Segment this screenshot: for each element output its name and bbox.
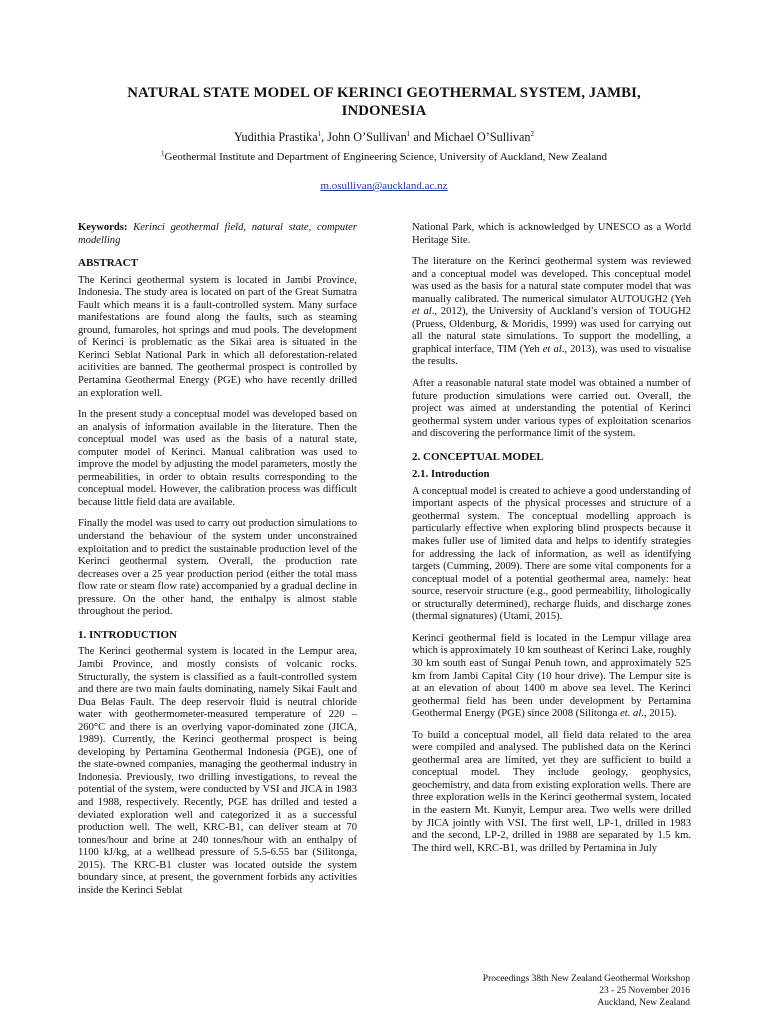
affiliation-marker: 1 [317, 129, 322, 138]
contact-email-link[interactable]: m.osullivan@auckland.ac.nz [320, 180, 448, 192]
affiliation-marker: 1 [406, 129, 411, 138]
page-footer [483, 973, 690, 1009]
author-name: John O’Sullivan [327, 130, 407, 144]
text-run: ., 2013), was used to visualise the results. [412, 343, 691, 368]
body-paragraph [412, 633, 691, 721]
footer-location: Auckland, New Zealand [597, 998, 690, 1008]
conceptual-model-heading: 2. CONCEPTUAL MODEL [412, 450, 544, 463]
text-run: Kerinci geothermal field is located in the Lempur village area which is approximately 10 km southeast of Kerinci Lake, roughly 30 km south east of Sungai Penuh town, and approximately 525 km from Jambi Capital City (10 hour drive). The Lempur site is at an elevation of about 1400 m above sea level. The Kerinci geothermal field has been under development by Pertamina Geothermal Energy (PGE) since 2008 (Silitonga [412, 632, 691, 720]
abstract-heading: ABSTRACT [78, 257, 138, 270]
keywords [78, 222, 357, 247]
et-al: et al [412, 306, 432, 318]
et-al: et. al [620, 708, 642, 720]
body-paragraph: After a reasonable natural state model was obtained a number of future production simulations were carried out. Overall, the project was aimed at understanding the potential of Kerinci geothermal system under various types of exploitation scenarios and discovering the performance limit of the system. [412, 378, 691, 440]
body-paragraph: To build a conceptual model, all field data related to the area were compiled and analysed. The published data on the Kerinci geothermal area are limited, yet they are sufficient to build a conceptual model. They include geology, geophysics, geochemistry, and data from existing exploration wells. There are three exploration wells in the Kerinci geothermal system, located in the eastern Mt. Kunyit, Lempur area. Two wells were drilled by JICA jointly with VSI. The first well, LP-1, drilled in 1983 and the second, LP-2, drilled in 1988 are separated by 1.5 km. The third well, KRC-B1, was drilled by Pertamina in July [412, 729, 691, 854]
text-run: The literature on the Kerinci geothermal system was reviewed and a conceptual model was developed. This conceptual model was used as the basis for a natural state computer model that was manually calibrated. The numerical simulator AUTOUGH2 (Yeh [412, 256, 691, 305]
author-name: Michael O’Sullivan [434, 130, 531, 144]
affiliation-marker: 2 [530, 129, 534, 138]
keywords-label: Keywords: [78, 222, 128, 233]
keywords-text: Kerinci geothermal field, natural state, computer modelling [78, 222, 357, 246]
paper-title: NATURAL STATE MODEL OF KERINCI GEOTHERMAL SYSTEM, JAMBI, INDONESIA [127, 85, 641, 119]
contact-email-line [0, 180, 768, 192]
introduction-heading: 1. INTRODUCTION [78, 628, 178, 641]
abstract-paragraph: The Kerinci geothermal system is located in Jambi Province, Indonesia. The study area is located on part of the Great Sumatra Fault which means it is a fault-controlled system. Many surface manifestations are found along the faults, such as steaming ground, fumaroles, hot springs and mud pools. The development of Kerinci is problematic as the Sikai area is situated in the Kerinci Seblat National Park in which all deforestation-related acitivities are banned. The geothermal prospect is controlled by Pertamina Geothermal Energy (PGE) who have recently drilled an exploration well. [78, 274, 357, 399]
abstract-paragraph: Finally the model was used to carry out production simulations to understand the behaviour of the system under unconstrained exploitation and to predict the sustainable production level of the Kerinci geothermal system. Overall, the production rate decreases over a 25 year production period (either the total mass flow rate or steam flow rate) accompanied by a gradual decline in pressure. On the other hand, the enthalpy is almost stable throughout the period. [78, 518, 357, 618]
introduction-paragraph: The Kerinci geothermal system is located in the Lempur area, Jambi Province, and mostly consists of volcanic rocks. Structurally, the system is classified as a fault-controlled system and there are two main faults dominating, namely Sikai Fault and Dua Belas Fault. The deep reservoir fluid is neutral chloride water with geothermometer-measured temperature of 220 – 260°C and there is an overlying vapor-dominated zone (JICA, 1989). Currently, the Kerinci geothermal prospect is being developing by Pertamina Geothermal Indonesia (PGE), one of the state-owned companies, managing the geothermal industry in Indonesia. Previously, two drilling investigations, to reveal the potential of the system, were conducted by VSI and JICA in 1983 and 1988, respectively. Recently, PGE has drilled and tested a deviated exploration well and categorized it as a successful production well. The well, KRC-B1, can deliver steam at 70 tonnes/hour and brine at 240 tonnes/hour with an enthalpy of 1100 kJ/kg, at a wellhead pressure of 5.5-6.55 bar (Silitonga, 2015). The KRC-B1 cluster was located outside the system boundary since, at present, the government forbids any activities inside the Kerinci Seblat [78, 646, 357, 896]
abstract-paragraph: In the present study a conceptual model was developed based on an analysis of information available in the literature. Then the conceptual model was used as the basis of a natural state, computer model of Kerinci. Manual calibration was used to improve the model by adjusting the model parameters, mostly the permeabilities, in order to obtain results corresponding to the conceptual model. However, the calibration process was difficult because little field data are available. [78, 409, 357, 508]
author-name: Yudithia Prastika [234, 130, 318, 144]
left-column [78, 222, 357, 906]
affiliation-marker: 1 [160, 149, 165, 158]
affiliation [0, 151, 768, 163]
introduction-subheading: 2.1. Introduction [412, 468, 490, 481]
affiliation-text: Geothermal Institute and Department of Engineering Science, University of Auckland, New Zealand [164, 151, 608, 163]
text-run: ., 2012), the University of Auckland’s version of TOUGH2 (Pruess, Oldenburg, & Moridis, 1999) was used for carrying out all the natural state simulations. To support the modelling, a graphical interface, TIM (Yeh [412, 306, 691, 355]
body-paragraph: National Park, which is acknowledged by UNESCO as a World Heritage Site. [412, 222, 691, 246]
body-paragraph [412, 256, 691, 369]
author-separator: , [321, 130, 328, 144]
et-al: et al [542, 343, 562, 355]
author-separator: and [410, 130, 434, 144]
author-list [0, 130, 768, 145]
body-paragraph: A conceptual model is created to achieve a good understanding of important aspects of the physical processes and structure of a geothermal system. The conceptual modelling approach is particularly effective when exploring blind prospects because it makes fuller use of limited data and helps to identify strategies for addressing the lack of information, as well as identifying targets (Cumming, 2009). There are some vital components for a conceptual model of a potential geothermal area, namely: heat source, reservoir structure (e.g., good permeability, lithologically or structurally determined), recharge fluids, and discharge zones (thermal signatures) (Utami, 2015). [412, 485, 691, 623]
footer-proceedings: Proceedings 38th New Zealand Geothermal Workshop [482, 974, 690, 984]
text-run: ., 2015). [641, 708, 677, 720]
right-column [412, 222, 691, 864]
footer-dates: 23 - 25 November 2016 [599, 986, 690, 996]
